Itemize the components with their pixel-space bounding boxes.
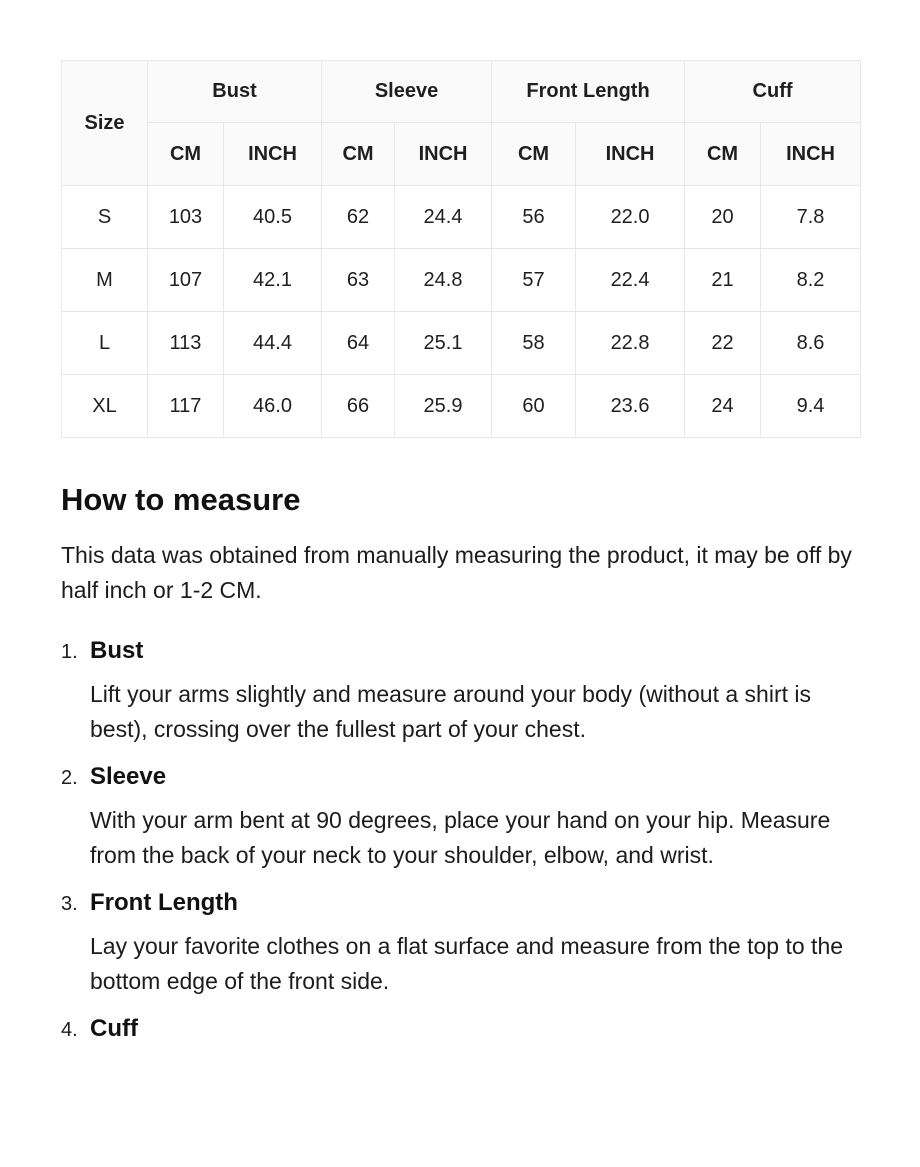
cell-bust-inch: 44.4 xyxy=(224,312,322,375)
group-header-front-length: Front Length xyxy=(492,61,685,123)
cell-front-length-cm: 57 xyxy=(492,249,576,312)
unit-header: INCH xyxy=(576,123,685,186)
step-body xyxy=(90,1014,860,1044)
size-label: L xyxy=(62,312,148,375)
step-number: 2. xyxy=(61,767,78,789)
cell-cuff-inch: 7.8 xyxy=(761,186,861,249)
cell-cuff-inch: 9.4 xyxy=(761,375,861,438)
size-column-header: Size xyxy=(62,61,148,186)
step-description: With your arm bent at 90 degrees, place your hand on your hip. Measure from the back of your neck to your shoulder, elbow, and wrist. xyxy=(90,807,831,868)
step-number: 3. xyxy=(61,893,78,915)
table-row-size-xl xyxy=(62,375,861,438)
cell-bust-inch: 42.1 xyxy=(224,249,322,312)
step-description: Lay your favorite clothes on a flat surface and measure from the top to the bottom edge of the front side. xyxy=(90,933,844,994)
group-header-sleeve: Sleeve xyxy=(322,61,492,123)
table-row-size-s xyxy=(62,186,861,249)
step-description: Lift your arms slightly and measure around your body (without a shirt is best), crossing over the fullest part of your chest. xyxy=(90,681,811,742)
measure-intro-text: This data was obtained from manually measuring the product, it may be off by half inch or 1-2 CM. xyxy=(61,542,852,603)
cell-cuff-inch: 8.6 xyxy=(761,312,861,375)
step-bust xyxy=(61,636,860,747)
cell-sleeve-inch: 24.4 xyxy=(395,186,492,249)
unit-header: CM xyxy=(685,123,761,186)
table-group-header-row xyxy=(62,61,861,123)
step-cuff xyxy=(61,1014,860,1044)
cell-sleeve-inch: 25.9 xyxy=(395,375,492,438)
table-row-size-l xyxy=(62,312,861,375)
cell-sleeve-cm: 66 xyxy=(322,375,395,438)
cell-cuff-cm: 24 xyxy=(685,375,761,438)
size-chart-table xyxy=(61,60,861,438)
measure-steps-list xyxy=(61,636,860,1044)
cell-cuff-cm: 21 xyxy=(685,249,761,312)
step-term: Front Length xyxy=(90,889,238,916)
cell-sleeve-inch: 24.8 xyxy=(395,249,492,312)
cell-bust-cm: 117 xyxy=(148,375,224,438)
how-to-measure-heading: How to measure xyxy=(61,482,301,517)
unit-header: CM xyxy=(148,123,224,186)
cell-front-length-inch: 22.0 xyxy=(576,186,685,249)
step-body xyxy=(90,762,860,873)
group-header-bust: Bust xyxy=(148,61,322,123)
cell-front-length-inch: 23.6 xyxy=(576,375,685,438)
unit-header: CM xyxy=(492,123,576,186)
cell-bust-cm: 103 xyxy=(148,186,224,249)
unit-header: INCH xyxy=(395,123,492,186)
cell-front-length-cm: 60 xyxy=(492,375,576,438)
table-unit-header-row xyxy=(62,123,861,186)
cell-bust-inch: 46.0 xyxy=(224,375,322,438)
group-header-cuff: Cuff xyxy=(685,61,861,123)
cell-sleeve-cm: 64 xyxy=(322,312,395,375)
cell-bust-cm: 113 xyxy=(148,312,224,375)
table-row-size-m xyxy=(62,249,861,312)
step-term: Bust xyxy=(90,637,144,664)
unit-header: CM xyxy=(322,123,395,186)
size-label: XL xyxy=(62,375,148,438)
cell-cuff-cm: 20 xyxy=(685,186,761,249)
step-sleeve xyxy=(61,762,860,873)
cell-cuff-inch: 8.2 xyxy=(761,249,861,312)
unit-header: INCH xyxy=(224,123,322,186)
step-number: 1. xyxy=(61,641,78,663)
step-body xyxy=(90,636,860,747)
cell-sleeve-cm: 63 xyxy=(322,249,395,312)
step-term: Cuff xyxy=(90,1015,138,1042)
step-body xyxy=(90,888,860,999)
cell-bust-cm: 107 xyxy=(148,249,224,312)
step-number: 4. xyxy=(61,1019,78,1041)
unit-header: INCH xyxy=(761,123,861,186)
step-term: Sleeve xyxy=(90,763,167,790)
cell-sleeve-cm: 62 xyxy=(322,186,395,249)
size-label: S xyxy=(62,186,148,249)
cell-front-length-inch: 22.8 xyxy=(576,312,685,375)
cell-sleeve-inch: 25.1 xyxy=(395,312,492,375)
cell-bust-inch: 40.5 xyxy=(224,186,322,249)
cell-front-length-inch: 22.4 xyxy=(576,249,685,312)
cell-front-length-cm: 56 xyxy=(492,186,576,249)
cell-cuff-cm: 22 xyxy=(685,312,761,375)
size-label: M xyxy=(62,249,148,312)
cell-front-length-cm: 58 xyxy=(492,312,576,375)
step-front-length xyxy=(61,888,860,999)
